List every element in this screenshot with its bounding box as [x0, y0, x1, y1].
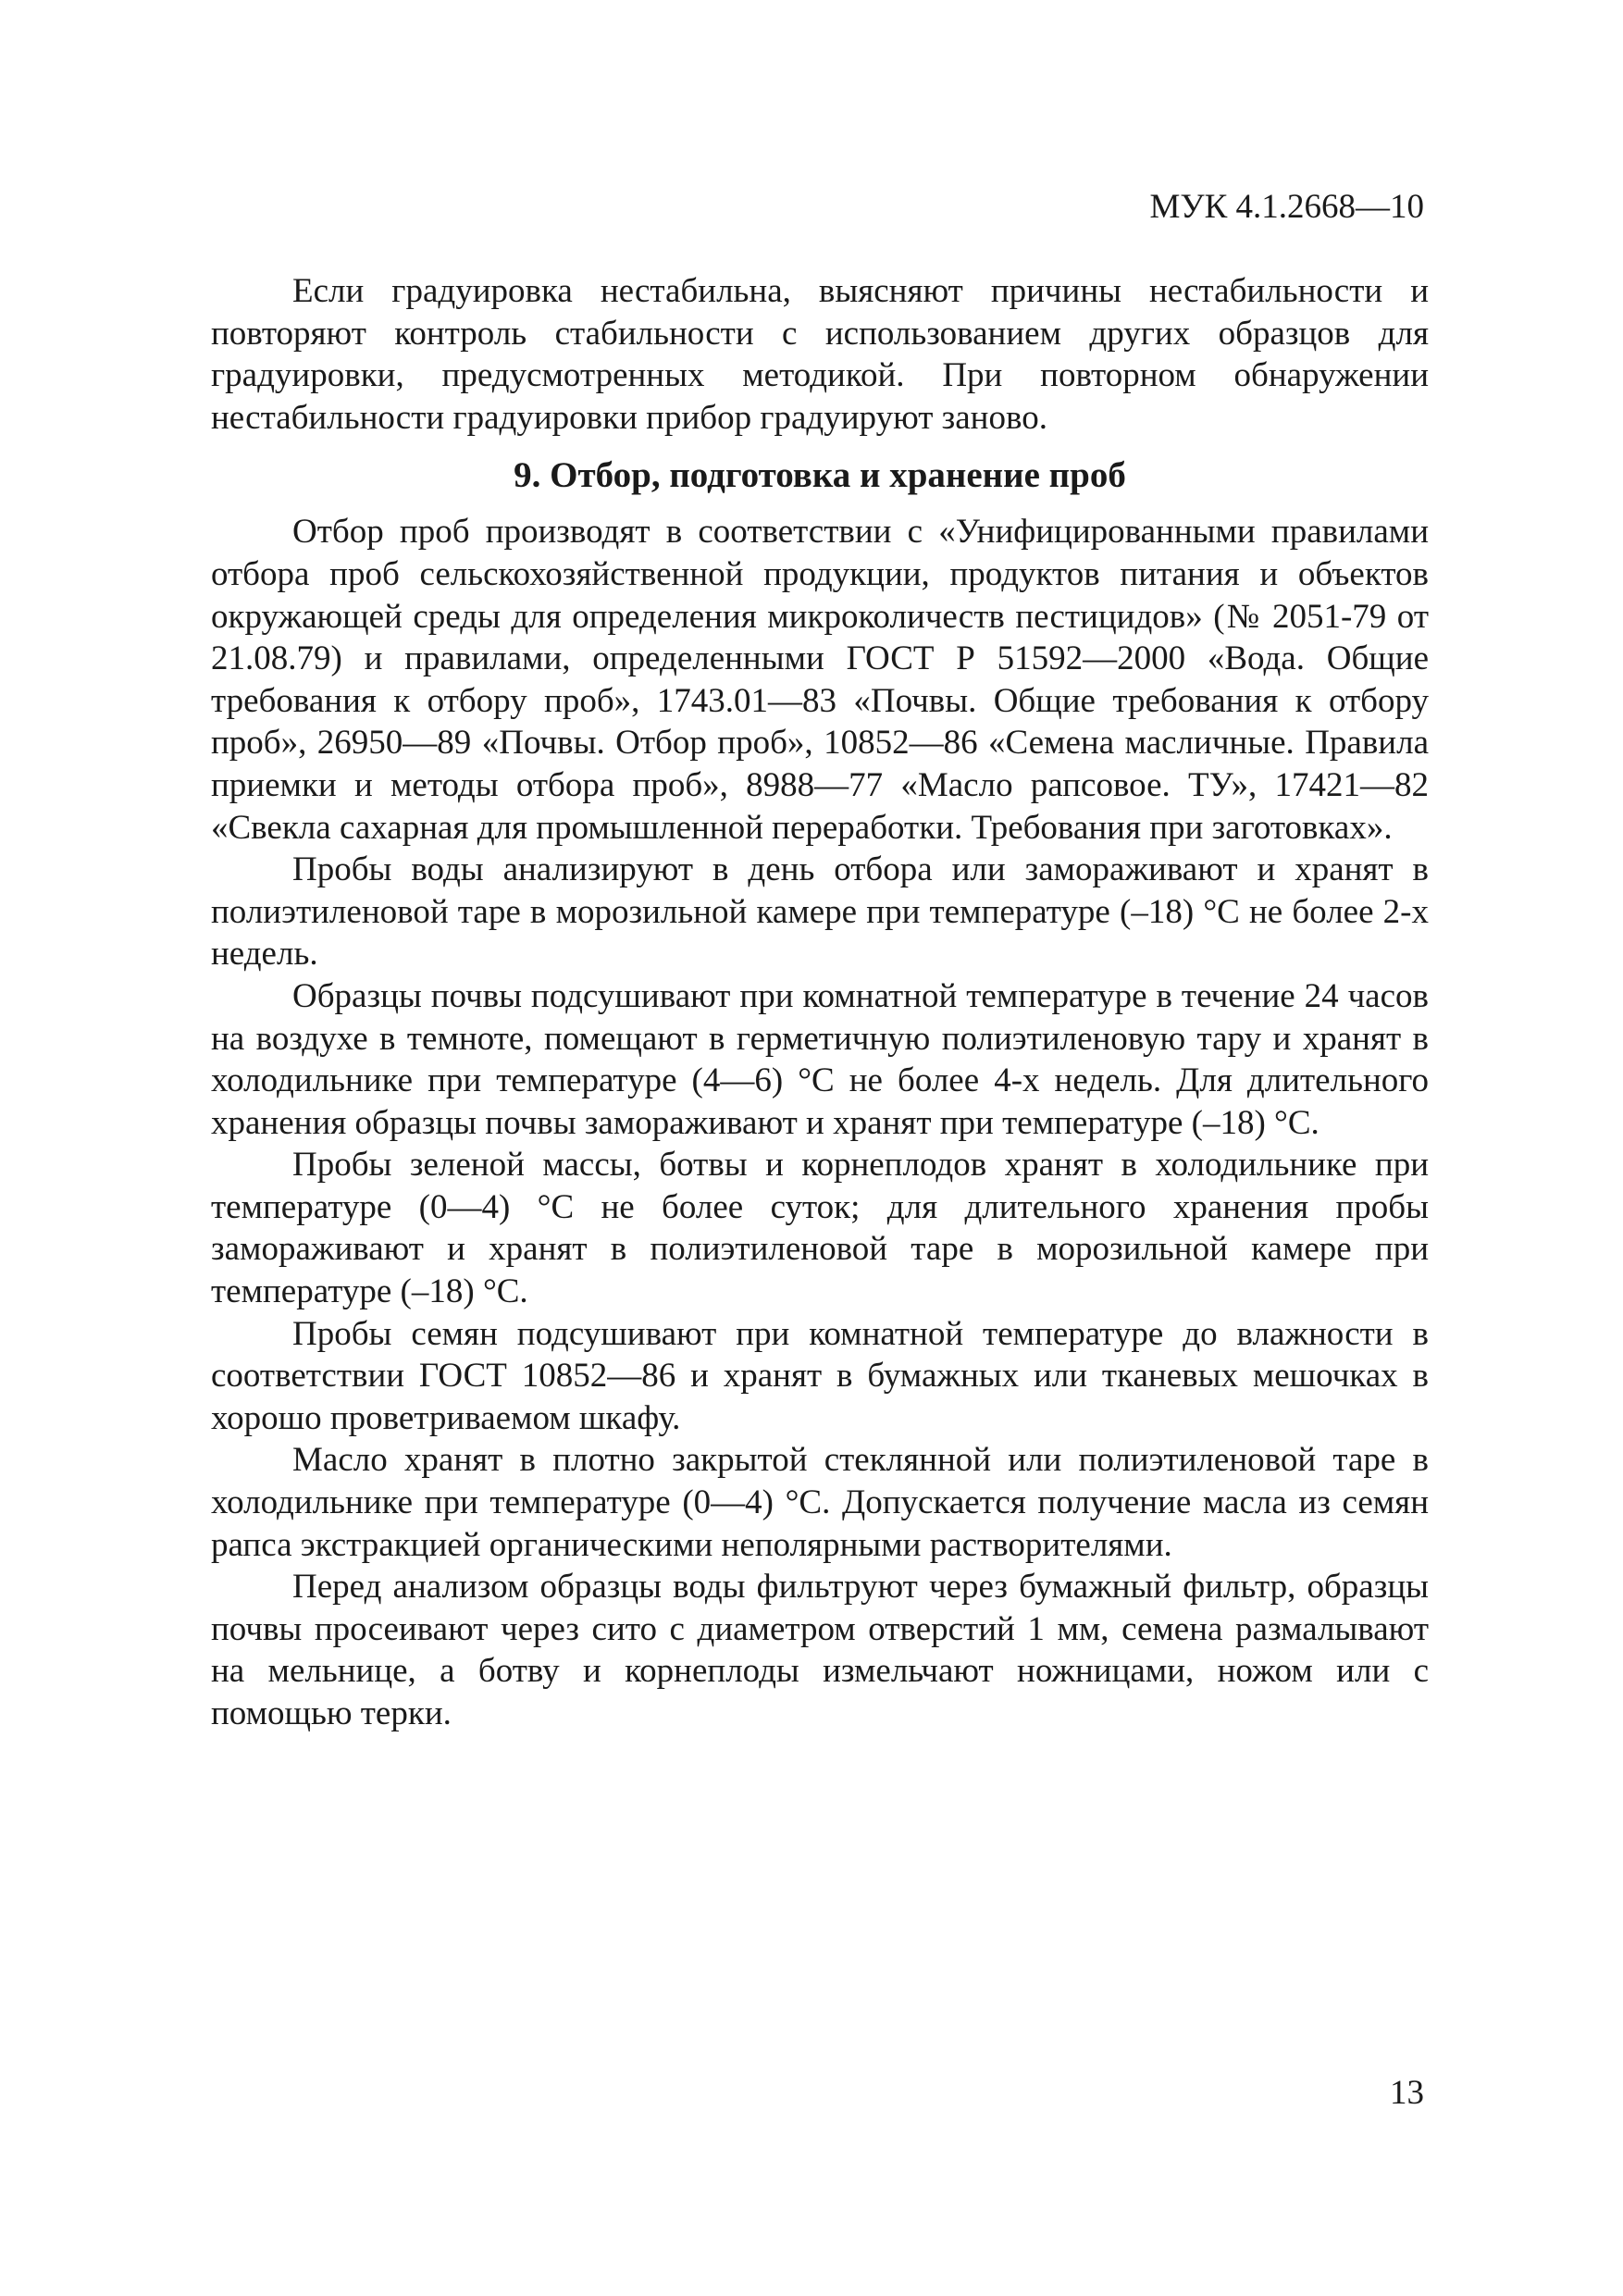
- paragraph-graduation-instability: Если градуировка нестабильна, выясняют причины нестабильности и повторяют контроль стабильности с использованием других образцов для градуировки, предусмотренных методикой. При повторном обнаружении нестабильности градуировки прибор градуируют заново.: [211, 272, 1429, 437]
- paragraph-water-samples: Пробы воды анализируют в день отбора или замораживают и хранят в полиэтиленовой таре в морозильной камере при температуре (–18) °С не более 2-х недель.: [211, 850, 1429, 974]
- paragraph-seed-samples: Пробы семян подсушивают при комнатной температуре до влажности в соответствии ГОСТ 10852—86 и хранят в бумажных или тканевых мешочках в хорошо проветриваемом шкафу.: [211, 1314, 1429, 1437]
- paragraph-green-mass-samples: Пробы зеленой массы, ботвы и корнеплодов хранят в холодильнике при температуре (0—4) °С не более суток; для длительного хранения пробы замораживают и хранят в полиэтиленовой таре в морозильной камере при температуре (–18) °С.: [211, 1146, 1429, 1311]
- paragraph-oil-samples: Масло хранят в плотно закрытой стеклянной или полиэтиленовой таре в холодильнике при температуре (0—4) °С. Допускается получение масла из семян рапса экстракцией органическими неполярными растворителями.: [211, 1441, 1429, 1564]
- page-number: 13: [1390, 2074, 1424, 2112]
- section-heading: 9. Отбор, подготовка и хранение проб: [514, 455, 1126, 496]
- paragraph-sample-preparation: Перед анализом образцы воды фильтруют через бумажный фильтр, образцы почвы просеивают через сито с диаметром отверстий 1 мм, семена размалывают на мельнице, а ботву и корнеплоды измельчают ножницами, ножом или с помощью терки.: [211, 1568, 1429, 1732]
- paragraph-soil-samples: Образцы почвы подсушивают при комнатной температуре в течение 24 часов на воздухе в темноте, помещают в герметичную полиэтиленовую тару и хранят в холодильнике при температуре (4—6) °С не более 4-х недель. Для длительного хранения образцы почвы замораживают и хранят при температуре (–18) °С.: [211, 976, 1429, 1142]
- paragraph-sampling-rules: Отбор проб производят в соответствии с «Унифицированными правилами отбора проб сельскохозяйственной продукции, продуктов питания и объектов окружающей среды для определения микроколичеств пестицидов» (№ 2051-79 от 21.08.79) и правилами, определенными ГОСТ Р 51592—2000 «Вода. Общие требования к отбору проб», 1743.01—83 «Почвы. Общие требования к отбору проб», 26950—89 «Почвы. Отбор проб», 10852—86 «Семена масличные. Правила приемки и методы отбора проб», 8988—77 «Масло рапсовое. ТУ», 17421—82 «Свекла сахарная для промышленной переработки. Требования при заготовках».: [211, 513, 1429, 847]
- page-body: [211, 270, 1429, 1735]
- document-code-header: МУК 4.1.2668—10: [1149, 188, 1424, 226]
